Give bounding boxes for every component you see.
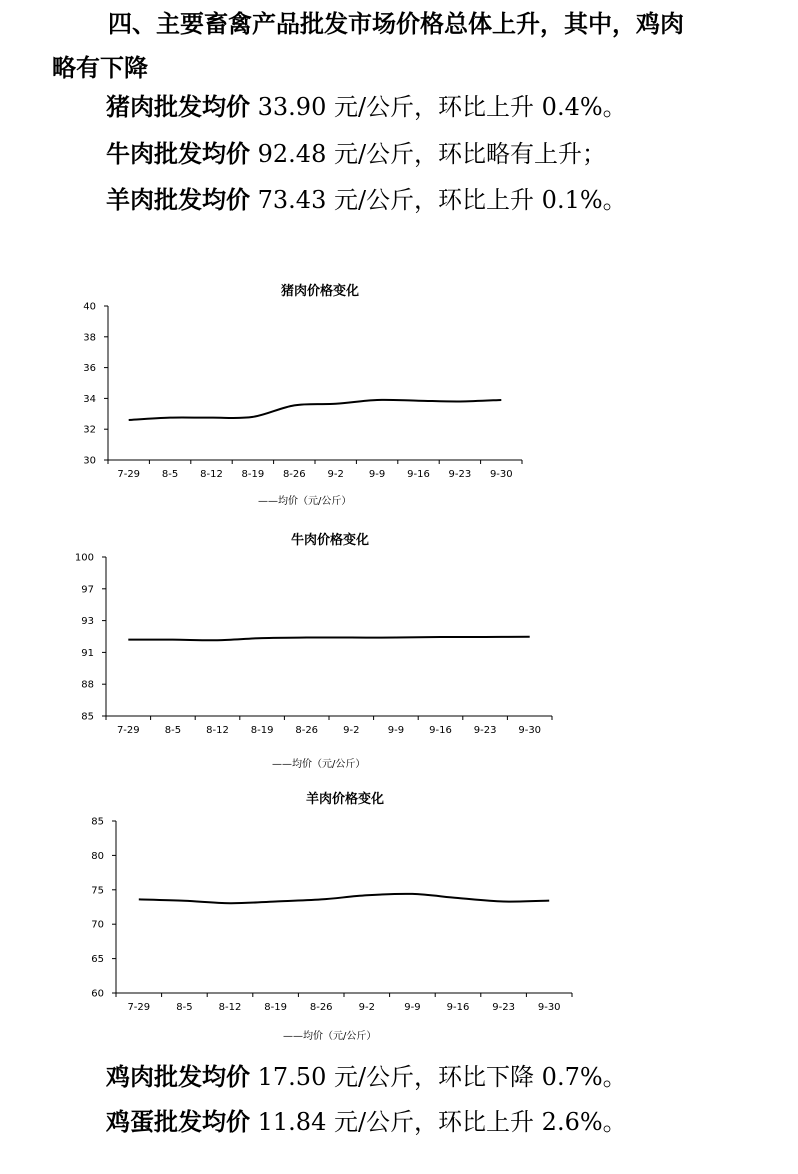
beef-x-tick-label: 8-5 [164, 725, 182, 736]
beef-x-tick-label: 9-23 [473, 725, 497, 736]
mutton-price-line [106, 185, 627, 215]
mutton-price-label: 羊肉批发均价 [106, 186, 250, 214]
pork-x-tick-label: 8-26 [282, 469, 306, 480]
pork-y-tick-label: 40 [83, 301, 96, 313]
mutton-y-tick-label: 80 [91, 850, 104, 862]
beef-y-tick-label: 93 [81, 616, 94, 628]
chicken-price-label: 鸡肉批发均价 [106, 1063, 250, 1091]
pork-y-tick-label: 32 [83, 424, 96, 436]
beef-price-label: 牛肉批发均价 [106, 140, 250, 168]
mutton-price-line [139, 894, 549, 903]
pork-legend: ——均价（元/公斤） [258, 496, 352, 507]
pork-x-tick-label: 9-9 [368, 469, 386, 480]
beef-y-tick-label: 85 [81, 711, 94, 723]
mutton-y-tick-label: 75 [91, 885, 104, 897]
pork-x-tick-label: 8-19 [241, 469, 265, 480]
pork-price-text: 33.90 元/公斤，环比上升 0.4%。 [250, 93, 627, 121]
pork-price-line [106, 92, 627, 122]
mutton-x-tick-label: 9-16 [446, 1002, 470, 1013]
mutton-x-tick-label: 8-19 [264, 1002, 287, 1013]
beef-x-tick-label: 9-2 [343, 725, 360, 736]
pork-price-chart [0, 270, 798, 520]
pork-x-tick-label: 9-2 [327, 469, 344, 480]
mutton-x-tick-label: 8-26 [309, 1002, 333, 1013]
chicken-price-text: 17.50 元/公斤，环比下降 0.7%。 [250, 1063, 627, 1091]
chicken-price-line [106, 1062, 627, 1092]
pork-x-tick-label: 9-23 [448, 469, 472, 480]
beef-price-line [106, 139, 606, 169]
mutton-x-tick-label: 8-5 [176, 1002, 193, 1013]
mutton-y-tick-label: 70 [91, 919, 104, 931]
beef-x-tick-label: 9-30 [518, 725, 542, 736]
mutton-legend: ——均价（元/公斤） [283, 1031, 377, 1042]
beef-x-tick-label: 8-26 [295, 725, 319, 736]
pork-price-line [129, 400, 502, 420]
pork-x-tick-label: 9-16 [407, 469, 430, 480]
beef-y-tick-label: 100 [74, 552, 94, 564]
pork-y-tick-label: 38 [83, 332, 96, 344]
egg-price-line [106, 1107, 627, 1137]
section-heading [52, 2, 772, 90]
mutton-price-chart [0, 780, 798, 1050]
mutton-y-tick-label: 60 [91, 988, 104, 1000]
beef-chart-title: 牛肉价格变化 [290, 533, 370, 548]
beef-x-tick-label: 8-19 [250, 725, 274, 736]
heading-line-1: 四、主要畜禽产品批发市场价格总体上升，其中，鸡肉 [108, 10, 684, 38]
mutton-chart-title: 羊肉价格变化 [305, 792, 385, 807]
beef-price-line [128, 637, 529, 641]
pork-x-tick-label: 8-12 [200, 469, 223, 480]
beef-legend: ——均价（元/公斤） [272, 759, 366, 770]
beef-price-chart [0, 520, 798, 780]
pork-x-tick-label: 9-30 [489, 469, 513, 480]
pork-x-tick-label: 8-5 [161, 469, 179, 480]
pork-y-tick-label: 30 [83, 455, 96, 467]
pork-y-tick-label: 36 [83, 363, 96, 375]
pork-x-tick-label: 7-29 [117, 469, 141, 480]
beef-x-tick-label: 8-12 [206, 725, 229, 736]
mutton-y-tick-label: 65 [91, 954, 104, 966]
mutton-y-tick-label: 85 [91, 816, 104, 828]
mutton-x-tick-label: 9-30 [537, 1002, 561, 1013]
beef-y-tick-label: 91 [81, 647, 94, 659]
mutton-x-tick-label: 9-23 [492, 1002, 515, 1013]
heading-line-2: 略有下降 [52, 54, 148, 82]
beef-x-tick-label: 7-29 [116, 725, 140, 736]
mutton-x-tick-label: 9-2 [358, 1002, 375, 1013]
beef-x-tick-label: 9-9 [387, 725, 405, 736]
beef-price-text: 92.48 元/公斤，环比略有上升； [250, 140, 607, 168]
beef-x-tick-label: 9-16 [429, 725, 452, 736]
pork-chart-title: 猪肉价格变化 [280, 284, 360, 299]
mutton-price-text: 73.43 元/公斤，环比上升 0.1%。 [250, 186, 627, 214]
egg-price-label: 鸡蛋批发均价 [106, 1108, 250, 1136]
beef-y-tick-label: 88 [81, 679, 94, 691]
mutton-x-tick-label: 8-12 [218, 1002, 242, 1013]
egg-price-text: 11.84 元/公斤，环比上升 2.6%。 [250, 1108, 627, 1136]
beef-y-tick-label: 97 [81, 584, 94, 596]
mutton-x-tick-label: 9-9 [404, 1002, 421, 1013]
pork-y-tick-label: 34 [83, 393, 96, 405]
pork-price-label: 猪肉批发均价 [106, 93, 250, 121]
mutton-x-tick-label: 7-29 [127, 1002, 151, 1013]
